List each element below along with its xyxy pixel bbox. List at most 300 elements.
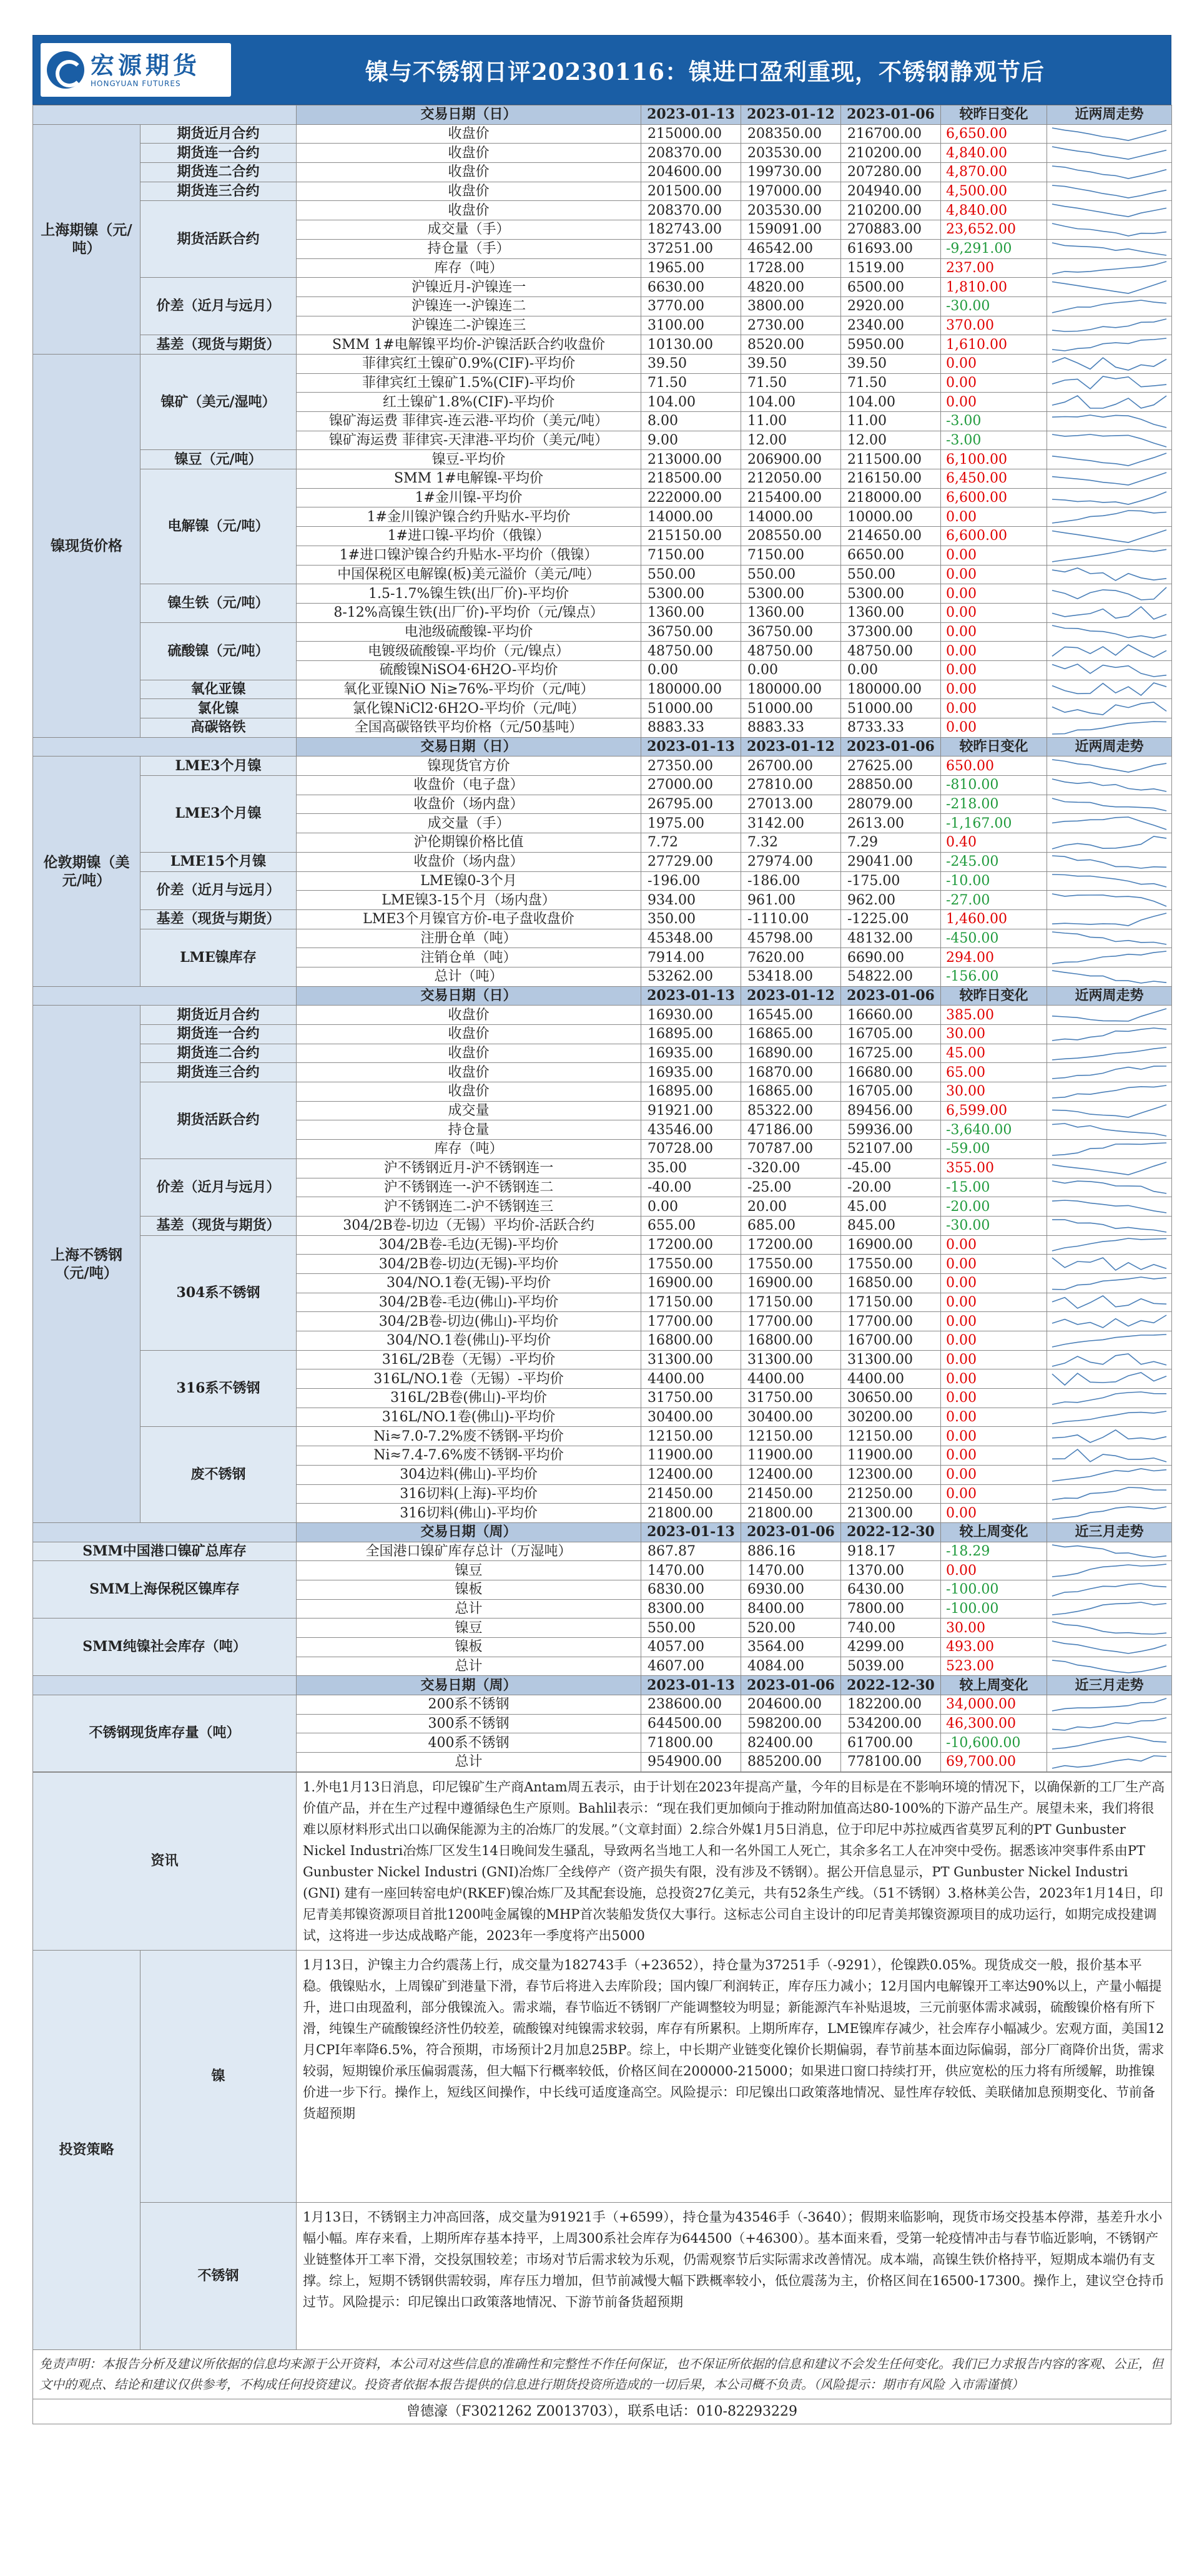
change-value: 0.00 bbox=[941, 393, 1047, 412]
trend-sparkline-icon bbox=[1047, 278, 1171, 296]
change-value: -156.00 bbox=[941, 967, 1047, 986]
trend-cell bbox=[1047, 1427, 1172, 1446]
change-value: 4,870.00 bbox=[941, 163, 1047, 182]
sub-group-label: 价差（近月与远月） bbox=[140, 278, 297, 335]
change-value: 0.00 bbox=[941, 699, 1047, 718]
trend-line bbox=[1052, 262, 1166, 274]
trend-cell bbox=[1047, 1389, 1172, 1408]
value-week: 17550.00 bbox=[841, 1255, 941, 1274]
trend-sparkline-icon bbox=[1047, 1275, 1171, 1292]
value-current: 180000.00 bbox=[641, 680, 741, 699]
trend-cell bbox=[1047, 431, 1172, 450]
table-header-row bbox=[33, 986, 1172, 1006]
trend-sparkline-icon bbox=[1047, 1178, 1171, 1196]
trend-line bbox=[1052, 1335, 1166, 1347]
value-current: 1965.00 bbox=[641, 258, 741, 278]
trend-cell bbox=[1047, 1331, 1172, 1351]
change-value: 294.00 bbox=[941, 948, 1047, 967]
trend-cell bbox=[1047, 239, 1172, 258]
indicator-label: 收盘价 bbox=[297, 163, 641, 182]
trend-cell bbox=[1047, 1619, 1172, 1638]
trend-sparkline-icon bbox=[1047, 642, 1171, 660]
value-current: 5300.00 bbox=[641, 584, 741, 604]
table-header-cell: 2023-01-13 bbox=[641, 1676, 741, 1695]
group-label: 镍现货价格 bbox=[33, 354, 140, 737]
change-value: 46,300.00 bbox=[941, 1714, 1047, 1733]
trend-line bbox=[1052, 1047, 1166, 1060]
value-prev: 3564.00 bbox=[741, 1638, 841, 1657]
table-row bbox=[33, 1006, 1172, 1025]
trend-line bbox=[1052, 836, 1166, 849]
value-current: 21800.00 bbox=[641, 1504, 741, 1523]
trend-line bbox=[1052, 549, 1166, 562]
value-prev: 203530.00 bbox=[741, 201, 841, 220]
trend-line bbox=[1052, 856, 1166, 868]
trend-cell bbox=[1047, 1542, 1172, 1561]
trend-cell bbox=[1047, 1695, 1172, 1715]
trend-line bbox=[1052, 1487, 1166, 1500]
change-value: 0.00 bbox=[941, 1293, 1047, 1312]
indicator-label: 总计（吨） bbox=[297, 967, 641, 986]
strategy-nickel-text: 1月13日，沪镍主力合约震荡上行，成交量为182743手（+23652），持仓量为37251手（-9291），伦镍跌0.05%。现货成交一般，报价基本平稳。俄镍贴水，上周镍矿到港量下滑，春节后将进入去库阶段；国内镍厂利润转正，库存压力减小；12月国内电解镍开工率达90%以上，产量小幅提升，进口由现盈利，部分俄镍流入。需求端，春节临近不锈钢厂产能调整较为明显；新能源汽车补贴退坡，三元前驱体需求减弱，硫酸镍价格有所下滑，纯镍生产硫酸镍经济性仍较差，硫酸镍对纯镍需求较弱，库存有所累积。上期所库存，LME镍库存减少，社会库存小幅减少。宏观方面，美国12月CPI年率降6.5%，符合预期，市场预计2月加息25BP。综上，中长期产业链变化镍价长期偏弱，春节前基本面边际偏弱，部分厂商降价出货，需求较弱，短期镍价承压偏弱震荡，但大幅下行概率较低，价格区间在200000-215000；如果进口窗口持续打开，供应宽松的压力将有所缓解，助推镍价进一步下行。操作上，短线区间操作，中长线可适度逢高空。风险提示：印尼镍出口政策落地情况、显性库存较低、美联储加息预期变化、节前备货超预期 bbox=[297, 1950, 1172, 2202]
value-week: 207280.00 bbox=[841, 163, 941, 182]
trend-sparkline-icon bbox=[1047, 221, 1171, 238]
trend-sparkline-icon bbox=[1047, 1198, 1171, 1215]
value-current: 45348.00 bbox=[641, 929, 741, 948]
change-value: 650.00 bbox=[941, 757, 1047, 776]
trend-line bbox=[1052, 1009, 1166, 1021]
change-value: 0.00 bbox=[941, 354, 1047, 373]
change-value: -10.00 bbox=[941, 871, 1047, 891]
trend-sparkline-icon bbox=[1047, 585, 1171, 602]
news-label: 资讯 bbox=[33, 1772, 297, 1950]
trend-sparkline-icon bbox=[1047, 1619, 1171, 1637]
change-value: -3,640.00 bbox=[941, 1120, 1047, 1140]
trend-line bbox=[1052, 1277, 1166, 1290]
trend-sparkline-icon bbox=[1047, 355, 1171, 373]
indicator-label: 沪伦期镍价格比值 bbox=[297, 833, 641, 853]
value-current: 655.00 bbox=[641, 1216, 741, 1235]
trend-line bbox=[1052, 779, 1166, 791]
indicator-label: 沪不锈钢近月-沪不锈钢连一 bbox=[297, 1158, 641, 1178]
value-prev: 7.32 bbox=[741, 833, 841, 853]
sub-group-label: 价差（近月与远月） bbox=[140, 1158, 297, 1216]
value-current: 16800.00 bbox=[641, 1331, 741, 1351]
sub-group-label: 镍矿（美元/湿吨） bbox=[140, 354, 297, 449]
trend-sparkline-icon bbox=[1047, 1332, 1171, 1349]
value-week: 54822.00 bbox=[841, 967, 941, 986]
table-header-cell: 近两周走势 bbox=[1047, 105, 1172, 125]
trend-line bbox=[1052, 281, 1166, 293]
indicator-label: 中国保税区电解镍(板)美元溢价（美元/吨） bbox=[297, 565, 641, 584]
trend-line bbox=[1052, 1373, 1166, 1385]
indicator-label: 收盘价 bbox=[297, 1063, 641, 1082]
indicator-label: 316L/2B卷(佛山)-平均价 bbox=[297, 1389, 641, 1408]
change-value: 6,600.00 bbox=[941, 488, 1047, 507]
value-week: 534200.00 bbox=[841, 1714, 941, 1733]
trend-sparkline-icon bbox=[1047, 1504, 1171, 1522]
trend-sparkline-icon bbox=[1047, 1351, 1171, 1369]
logo-en: HONGYUAN FUTURES bbox=[91, 79, 181, 88]
trend-cell bbox=[1047, 1465, 1172, 1484]
sub-group-label: 期货连三合约 bbox=[140, 182, 297, 201]
trend-cell bbox=[1047, 258, 1172, 278]
trend-sparkline-icon bbox=[1047, 719, 1171, 737]
change-value: -27.00 bbox=[941, 891, 1047, 910]
value-prev: 7150.00 bbox=[741, 546, 841, 565]
trend-cell bbox=[1047, 967, 1172, 986]
indicator-label: 氯化镍NiCl2·6H2O-平均价（元/吨） bbox=[297, 699, 641, 718]
sub-group-label: 基差（现货与期货） bbox=[140, 909, 297, 929]
value-week: 6430.00 bbox=[841, 1580, 941, 1599]
change-value: -15.00 bbox=[941, 1178, 1047, 1197]
indicator-label: 收盘价 bbox=[297, 182, 641, 201]
trend-cell bbox=[1047, 1350, 1172, 1369]
trend-cell bbox=[1047, 1197, 1172, 1217]
trend-cell bbox=[1047, 909, 1172, 929]
trend-line bbox=[1052, 453, 1166, 466]
table-row bbox=[33, 354, 1172, 373]
indicator-label: 电镀级硫酸镍-平均价（元/镍点） bbox=[297, 642, 641, 661]
trend-cell bbox=[1047, 124, 1172, 144]
value-week: 210200.00 bbox=[841, 201, 941, 220]
trend-cell bbox=[1047, 1504, 1172, 1523]
trend-sparkline-icon bbox=[1047, 451, 1171, 468]
data-table bbox=[32, 105, 1172, 1772]
table-header-cell: 较昨日变化 bbox=[941, 737, 1047, 757]
value-current: 12400.00 bbox=[641, 1465, 741, 1484]
value-prev: 26700.00 bbox=[741, 757, 841, 776]
indicator-label: 1.5-1.7%镍生铁(出厂价)-平均价 bbox=[297, 584, 641, 604]
value-week: 6500.00 bbox=[841, 278, 941, 297]
value-prev: 16545.00 bbox=[741, 1006, 841, 1025]
trend-cell bbox=[1047, 354, 1172, 373]
value-current: 8300.00 bbox=[641, 1599, 741, 1619]
change-value: -18.29 bbox=[941, 1542, 1047, 1561]
value-week: 550.00 bbox=[841, 565, 941, 584]
value-current: 27350.00 bbox=[641, 757, 741, 776]
trend-line bbox=[1052, 568, 1166, 580]
value-week: 1519.00 bbox=[841, 258, 941, 278]
trend-line bbox=[1052, 1028, 1166, 1041]
value-prev: 180000.00 bbox=[741, 680, 841, 699]
value-prev: 53418.00 bbox=[741, 967, 841, 986]
trend-cell bbox=[1047, 1025, 1172, 1044]
trend-cell bbox=[1047, 603, 1172, 622]
value-prev: 17550.00 bbox=[741, 1255, 841, 1274]
table-header-cell: 近两周走势 bbox=[1047, 737, 1172, 757]
trend-sparkline-icon bbox=[1047, 144, 1171, 162]
table-row bbox=[33, 1561, 1172, 1580]
value-current: 71.50 bbox=[641, 373, 741, 393]
value-current: 3100.00 bbox=[641, 316, 741, 335]
value-week: 52107.00 bbox=[841, 1140, 941, 1159]
value-prev: 17150.00 bbox=[741, 1293, 841, 1312]
change-value: -30.00 bbox=[941, 296, 1047, 316]
trend-sparkline-icon bbox=[1047, 413, 1171, 430]
trend-cell bbox=[1047, 1101, 1172, 1120]
trend-line bbox=[1052, 607, 1166, 619]
value-week: 8733.33 bbox=[841, 718, 941, 738]
report-header bbox=[32, 35, 1171, 105]
indicator-label: 全国港口镍矿库存总计（万湿吨） bbox=[297, 1542, 641, 1561]
change-value: -245.00 bbox=[941, 852, 1047, 871]
value-week: 6690.00 bbox=[841, 948, 941, 967]
indicator-label: 持仓量（手） bbox=[297, 239, 641, 258]
trend-sparkline-icon bbox=[1047, 1217, 1171, 1235]
change-value: 6,599.00 bbox=[941, 1101, 1047, 1120]
value-week: 104.00 bbox=[841, 393, 941, 412]
value-current: 31750.00 bbox=[641, 1389, 741, 1408]
value-week: 180000.00 bbox=[841, 680, 941, 699]
indicator-label: 收盘价 bbox=[297, 124, 641, 144]
sub-group-label: LME15个月镍 bbox=[140, 852, 297, 871]
change-value: 0.00 bbox=[941, 1484, 1047, 1504]
indicator-label: 菲律宾红土镍矿1.5%(CIF)-平均价 bbox=[297, 373, 641, 393]
trend-sparkline-icon bbox=[1047, 872, 1171, 889]
value-current: 644500.00 bbox=[641, 1714, 741, 1733]
value-current: 1360.00 bbox=[641, 603, 741, 622]
table-header-cell: 2023-01-12 bbox=[741, 737, 841, 757]
value-prev: 51000.00 bbox=[741, 699, 841, 718]
table-header-cell: 2023-01-06 bbox=[741, 1676, 841, 1695]
table-row bbox=[33, 1350, 1172, 1369]
indicator-label: 氧化亚镍NiO Ni≥76%-平均价（元/吨） bbox=[297, 680, 641, 699]
value-current: 51000.00 bbox=[641, 699, 741, 718]
value-week: -20.00 bbox=[841, 1178, 941, 1197]
trend-sparkline-icon bbox=[1047, 1102, 1171, 1120]
trend-cell bbox=[1047, 871, 1172, 891]
change-value: 355.00 bbox=[941, 1158, 1047, 1178]
value-current: 12150.00 bbox=[641, 1427, 741, 1446]
trend-cell bbox=[1047, 507, 1172, 527]
value-week: 216700.00 bbox=[841, 124, 941, 144]
table-header-cell: 交易日期（周） bbox=[297, 1522, 641, 1542]
value-prev: 12.00 bbox=[741, 431, 841, 450]
trend-line bbox=[1052, 1238, 1166, 1251]
value-prev: 961.00 bbox=[741, 891, 841, 910]
trend-cell bbox=[1047, 929, 1172, 948]
change-value: 65.00 bbox=[941, 1063, 1047, 1082]
trend-cell bbox=[1047, 1006, 1172, 1025]
table-row bbox=[33, 909, 1172, 929]
value-current: 4607.00 bbox=[641, 1657, 741, 1676]
trend-cell bbox=[1047, 1293, 1172, 1312]
value-week: 61693.00 bbox=[841, 239, 941, 258]
value-prev: 215400.00 bbox=[741, 488, 841, 507]
trend-cell bbox=[1047, 201, 1172, 220]
value-prev: 6930.00 bbox=[741, 1580, 841, 1599]
indicator-label: 镍豆 bbox=[297, 1561, 641, 1580]
trend-sparkline-icon bbox=[1047, 815, 1171, 832]
trend-sparkline-icon bbox=[1047, 183, 1171, 200]
trend-cell bbox=[1047, 948, 1172, 967]
table-row bbox=[33, 1695, 1172, 1715]
trend-cell bbox=[1047, 335, 1172, 355]
change-value: 0.00 bbox=[941, 1389, 1047, 1408]
value-current: 550.00 bbox=[641, 565, 741, 584]
table-header-cell: 交易日期（日） bbox=[297, 737, 641, 757]
value-week: 16850.00 bbox=[841, 1273, 941, 1293]
value-prev: 4820.00 bbox=[741, 278, 841, 297]
trend-sparkline-icon bbox=[1047, 259, 1171, 277]
value-week: 29041.00 bbox=[841, 852, 941, 871]
value-week: 182200.00 bbox=[841, 1695, 941, 1715]
value-week: 45.00 bbox=[841, 1197, 941, 1217]
value-week: 16700.00 bbox=[841, 1331, 941, 1351]
change-value: -810.00 bbox=[941, 776, 1047, 795]
indicator-label: 304/2B卷-毛边(无锡)-平均价 bbox=[297, 1235, 641, 1255]
change-value: 30.00 bbox=[941, 1025, 1047, 1044]
sub-group-label: 316系不锈钢 bbox=[140, 1350, 297, 1427]
table-header-cell: 2023-01-12 bbox=[741, 105, 841, 125]
value-current: 208370.00 bbox=[641, 144, 741, 163]
value-prev: 16800.00 bbox=[741, 1331, 841, 1351]
indicator-label: 收盘价 bbox=[297, 144, 641, 163]
report-page bbox=[32, 35, 1171, 2424]
value-current: 213000.00 bbox=[641, 450, 741, 469]
table-header-cell: 2023-01-06 bbox=[741, 1522, 841, 1542]
trend-cell bbox=[1047, 776, 1172, 795]
value-prev: 70787.00 bbox=[741, 1140, 841, 1159]
sub-group-label: 废不锈钢 bbox=[140, 1427, 297, 1522]
trend-cell bbox=[1047, 220, 1172, 240]
change-value: 23,652.00 bbox=[941, 220, 1047, 240]
value-week: 210200.00 bbox=[841, 144, 941, 163]
trend-sparkline-icon bbox=[1047, 662, 1171, 679]
trend-line bbox=[1052, 1200, 1166, 1213]
change-value: 1,810.00 bbox=[941, 278, 1047, 297]
change-value: 0.00 bbox=[941, 1369, 1047, 1389]
indicator-label: 红土镍矿1.8%(CIF)-平均价 bbox=[297, 393, 641, 412]
change-value: 0.00 bbox=[941, 373, 1047, 393]
trend-cell bbox=[1047, 814, 1172, 833]
table-header-cell: 2023-01-13 bbox=[641, 105, 741, 125]
change-value: 4,840.00 bbox=[941, 201, 1047, 220]
table-row bbox=[33, 1158, 1172, 1178]
value-week: 31300.00 bbox=[841, 1350, 941, 1369]
value-week: 216150.00 bbox=[841, 469, 941, 489]
value-prev: 16865.00 bbox=[741, 1082, 841, 1102]
change-value: -100.00 bbox=[941, 1580, 1047, 1599]
change-value: 0.00 bbox=[941, 1561, 1047, 1580]
indicator-label: 成交量（手） bbox=[297, 814, 641, 833]
value-prev: 39.50 bbox=[741, 354, 841, 373]
indicator-label: 316切料(佛山)-平均价 bbox=[297, 1504, 641, 1523]
value-prev: 3800.00 bbox=[741, 296, 841, 316]
group-label: 伦敦期镍（美元/吨） bbox=[33, 757, 140, 986]
trend-line bbox=[1052, 243, 1166, 255]
indicator-label: 镍豆 bbox=[297, 1619, 641, 1638]
value-prev: 208350.00 bbox=[741, 124, 841, 144]
indicator-label: 成交量 bbox=[297, 1101, 641, 1120]
value-prev: 206900.00 bbox=[741, 450, 841, 469]
table-row bbox=[33, 871, 1172, 891]
trend-cell bbox=[1047, 1599, 1172, 1619]
table-header-cell: 2023-01-06 bbox=[841, 986, 941, 1006]
trend-sparkline-icon bbox=[1047, 1734, 1171, 1751]
table-header-cell: 2023-01-13 bbox=[641, 986, 741, 1006]
trend-sparkline-icon bbox=[1047, 1658, 1171, 1675]
trend-sparkline-icon bbox=[1047, 1447, 1171, 1464]
change-value: -59.00 bbox=[941, 1140, 1047, 1159]
indicator-label: 收盘价 bbox=[297, 1006, 641, 1025]
trend-sparkline-icon bbox=[1047, 680, 1171, 698]
trend-line bbox=[1052, 664, 1166, 677]
value-week: 48132.00 bbox=[841, 929, 941, 948]
table-row bbox=[33, 1216, 1172, 1235]
value-prev: 0.00 bbox=[741, 660, 841, 680]
trend-line bbox=[1052, 1641, 1166, 1653]
value-prev: -186.00 bbox=[741, 871, 841, 891]
sub-group-label: 期货连二合约 bbox=[140, 1044, 297, 1063]
trend-sparkline-icon bbox=[1047, 1542, 1171, 1560]
indicator-label: 硫酸镍NiSO4·6H2O-平均价 bbox=[297, 660, 641, 680]
indicator-label: 收盘价（电子盘） bbox=[297, 776, 641, 795]
value-current: 16895.00 bbox=[641, 1082, 741, 1102]
trend-cell bbox=[1047, 1753, 1172, 1772]
table-header-row bbox=[33, 1522, 1172, 1542]
trend-cell bbox=[1047, 1120, 1172, 1140]
trend-line bbox=[1052, 434, 1166, 447]
change-value: 0.00 bbox=[941, 565, 1047, 584]
trend-line bbox=[1052, 1085, 1166, 1098]
trend-line bbox=[1052, 396, 1166, 408]
value-current: 9.00 bbox=[641, 431, 741, 450]
indicator-label: 沪镍连二-沪镍连三 bbox=[297, 316, 641, 335]
sub-group-label: LME3个月镍 bbox=[140, 776, 297, 853]
value-current: 17150.00 bbox=[641, 1293, 741, 1312]
trend-sparkline-icon bbox=[1047, 1715, 1171, 1733]
value-prev: 14000.00 bbox=[741, 507, 841, 527]
group-label: 上海期镍（元/吨） bbox=[33, 124, 140, 354]
trend-line bbox=[1052, 1105, 1166, 1117]
value-current: 3770.00 bbox=[641, 296, 741, 316]
value-current: 17700.00 bbox=[641, 1312, 741, 1331]
table-header-cell: 2022-12-30 bbox=[841, 1676, 941, 1695]
strategy-ss-text: 1月13日，不锈钢主力冲高回落，成交量为91921手（+6599），持仓量为43546手（-3640）；假期来临影响，现货市场交投基本停滞，基差升水小幅小幅。库存来看，上期所库存基本持平，上周300系社会库存为644500（+46300）。基本面来看，受第一轮疫情冲击与春节临近影响，不锈钢产业链整体开工率下滑，交投氛围较差；市场对节后需求较为乐观，仍需观察节后实际需求改善情况。成本端，高镍生铁价格持平，短期成本端仍有支撑。综上，短期不锈钢供需较弱，库存压力增加，但节前减慢大幅下跌概率较小，低位震荡为主，价格区间在16500-17300。操作上，建议空仓持币过节。风险提示：印尼镍出口政策落地情况、下游节前备货超预期 bbox=[297, 2202, 1172, 2349]
value-week: 6650.00 bbox=[841, 546, 941, 565]
value-current: 104.00 bbox=[641, 393, 741, 412]
table-header-row bbox=[33, 105, 1172, 125]
value-prev: 8400.00 bbox=[741, 1599, 841, 1619]
value-prev: -25.00 bbox=[741, 1178, 841, 1197]
change-value: 0.00 bbox=[941, 718, 1047, 738]
value-prev: 17200.00 bbox=[741, 1235, 841, 1255]
value-week: 2613.00 bbox=[841, 814, 941, 833]
sub-group-label: 期货活跃合约 bbox=[140, 1082, 297, 1159]
indicator-label: 总计 bbox=[297, 1753, 641, 1772]
header-blank bbox=[33, 986, 297, 1006]
change-value: 30.00 bbox=[941, 1619, 1047, 1638]
value-prev: 16900.00 bbox=[741, 1273, 841, 1293]
indicator-label: 304/2B卷-切边（无锡）平均价-活跃合约 bbox=[297, 1216, 641, 1235]
table-row bbox=[33, 699, 1172, 718]
value-current: 36750.00 bbox=[641, 622, 741, 642]
value-prev: 31750.00 bbox=[741, 1389, 841, 1408]
trend-line bbox=[1052, 1220, 1166, 1232]
value-current: -40.00 bbox=[641, 1178, 741, 1197]
trend-line bbox=[1052, 1449, 1166, 1462]
trend-line bbox=[1052, 932, 1166, 944]
table-header-cell: 近三月走势 bbox=[1047, 1522, 1172, 1542]
value-current: 4057.00 bbox=[641, 1638, 741, 1657]
stock-group-label: 不锈钢现货库存量（吨） bbox=[33, 1695, 297, 1772]
change-value: 0.00 bbox=[941, 1408, 1047, 1427]
trend-sparkline-icon bbox=[1047, 1600, 1171, 1617]
value-current: 17200.00 bbox=[641, 1235, 741, 1255]
table-row bbox=[33, 1542, 1172, 1561]
